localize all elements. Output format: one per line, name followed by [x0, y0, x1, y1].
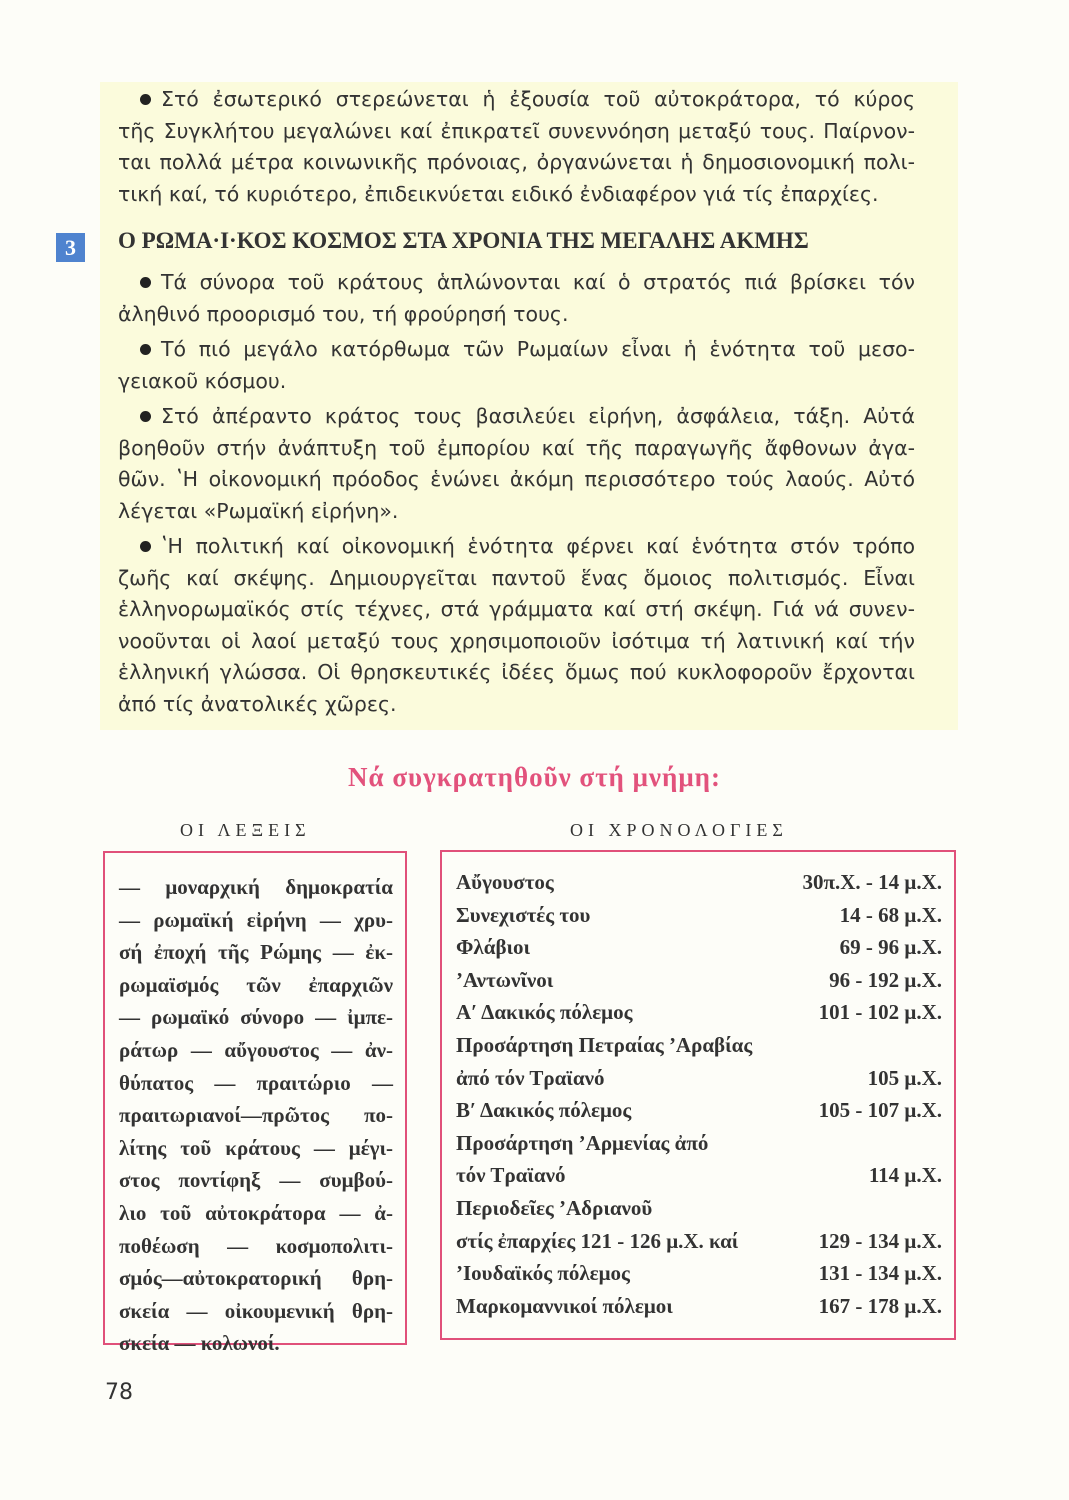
text-line	[118, 496, 915, 528]
line-text: ἑλληνορωμαϊκός στίς τέχνες, στά γράμματα καί στή σκέψη. Γιά νά συνεν-	[118, 597, 915, 621]
word-line: σμός—αὐτοκρατορική θρη-	[119, 1266, 393, 1291]
bullet-icon	[140, 277, 151, 288]
date-row	[456, 1094, 942, 1127]
line-text: ʽΗ πολιτική καί οἰκονομική ἑνότητα φέρνει καί ἑνότητα στόν τρόπο	[161, 534, 915, 558]
line-text: λέγεται «Ρωμαϊκή εἰρήνη».	[118, 498, 399, 523]
date-row	[456, 866, 942, 899]
word-line: στος ποντίφηξ — συμβού-	[119, 1168, 393, 1193]
line-text: τική καί, τό κυριότερο, ἐπιδεικνύεται ειδικό ἐνδιαφέρον γιά τίς ἐπαρχίες.	[118, 181, 879, 206]
page-number: 78	[105, 1380, 133, 1405]
date-value: 114 μ.Χ.	[868, 1163, 942, 1188]
line-text: τῆς Συγκλήτου μεγαλώνει καί ἐπικρατεῖ συνεννόηση μεταξύ τους. Παίρνον-	[118, 118, 915, 143]
text-line	[118, 334, 915, 366]
date-row	[456, 1127, 942, 1160]
date-label: Περιοδεῖες ʼΑδριανοῦ	[456, 1195, 653, 1220]
text-line	[118, 657, 915, 689]
date-row	[456, 899, 942, 932]
section-number-badge: 3	[56, 233, 85, 262]
word-line: λιο τοῦ αὐτοκράτορα — ἀ-	[119, 1200, 393, 1225]
date-value: 30π.Χ. - 14 μ.Χ.	[802, 870, 942, 894]
word-line: — ρωμαϊκό σύνορο — ἰμπε-	[119, 1005, 393, 1030]
date-label: Συνεχιστές του	[456, 902, 591, 927]
date-label: Βʹ Δακικός πόλεμος	[456, 1098, 632, 1123]
memory-title: Νά συγκρατηθοῦν στή μνήμη:	[348, 762, 721, 792]
word-line: σή ἐποχή τῆς Ρώμης — ἐκ-	[119, 940, 393, 965]
line-text: ἑλληνική γλώσσα. Οἱ θρησκευτικές ἰδέες ὅμως πού κυκλοφοροῦν ἔρχονται	[118, 660, 915, 684]
word-line: — μοναρχική δημοκρατία	[119, 875, 393, 899]
word-line: ρωμαϊσμός τῶν ἐπαρχιῶν	[119, 972, 393, 997]
dates-box	[440, 850, 956, 1340]
text-line	[118, 299, 915, 331]
line-text: ἀληθινό προορισμό του, τή φρούρησή τους.	[118, 301, 569, 326]
date-row	[456, 1062, 942, 1095]
bullet-icon	[140, 411, 151, 422]
date-label: τόν Τραϊανό	[456, 1163, 566, 1188]
text-line	[118, 531, 915, 563]
date-row	[456, 1159, 942, 1192]
line-text: ζωῆς καί σκέψης. Δημιουργεῖται παντοῦ ἕνας ὅμοιος πολιτισμός. Εἶναι	[118, 565, 915, 590]
words-box	[103, 851, 407, 1356]
date-row	[456, 964, 942, 997]
text-line	[118, 689, 915, 721]
word-line: — ρωμαϊκή εἰρήνη — χρυ-	[119, 907, 393, 932]
date-label: ἀπό τόν Τραϊανό	[456, 1065, 605, 1090]
dates-heading: ΟΙ ΧΡΟΝΟΛΟΓΙΕΣ	[570, 820, 788, 840]
date-value: 14 - 68 μ.Χ.	[839, 902, 942, 927]
date-row	[456, 1192, 942, 1225]
date-label: στίς ἐπαρχίες 121 - 126 μ.Χ. καί	[456, 1228, 739, 1253]
date-value: 129 - 134 μ.Χ.	[818, 1228, 942, 1253]
intro-paragraph	[118, 84, 915, 210]
text-line	[118, 147, 915, 179]
text-line	[118, 84, 915, 116]
line-text: ἀπό τίς ἀνατολικές χῶρες.	[118, 691, 397, 716]
word-line: λίτης τοῦ κράτους — μέγι-	[119, 1135, 393, 1160]
section-heading: Ο ΡΩΜΑ·Ι·ΚΟΣ ΚΟΣΜΟΣ ΣΤΑ ΧΡΟΝΙΑ ΤΗΣ ΜΕΓΑΛΗΣ ΑΚΜΗΣ	[118, 228, 809, 253]
text-line	[118, 464, 915, 496]
date-label: ʼΙουδαϊκός πόλεμος	[456, 1261, 630, 1286]
date-row	[456, 931, 942, 964]
word-line: ποθέωση — κοσμοπολιτι-	[119, 1233, 393, 1258]
text-line	[118, 401, 915, 433]
word-line: πραιτωριανοί—πρῶτος πο-	[119, 1103, 393, 1128]
date-row	[456, 996, 942, 1029]
date-value: 96 - 192 μ.Χ.	[829, 967, 942, 992]
line-text: Στό ἀπέραντο κράτος τους βασιλεύει εἰρήνη, ἀσφάλεια, τάξη. Αὐτά	[161, 404, 915, 428]
date-label: ʼΑντωνῖνοι	[456, 967, 554, 992]
date-label: Αὔγουστος	[456, 870, 554, 894]
text-line	[118, 267, 915, 299]
text-line	[118, 594, 915, 626]
date-label: Προσάρτηση Πετραίας ʼΑραβίας	[456, 1032, 753, 1057]
date-value: 167 - 178 μ.Χ.	[818, 1293, 942, 1318]
line-text: Τό πιό μεγάλο κατόρθωμα τῶν Ρωμαίων εἶναι ἡ ἑνότητα τοῦ μεσο-	[161, 337, 915, 361]
date-label: Αʹ Δακικός πόλεμος	[456, 1000, 633, 1025]
date-row	[456, 1029, 942, 1062]
word-line: ράτωρ — αὔγουστος — ἀν-	[119, 1037, 393, 1062]
bullet-icon	[140, 541, 151, 552]
text-line	[118, 433, 915, 465]
date-value: 101 - 102 μ.Χ.	[818, 1000, 942, 1025]
date-value: 69 - 96 μ.Χ.	[839, 935, 942, 960]
text-line	[118, 366, 915, 398]
words-heading: ΟΙ ΛΕΞΕΙΣ	[180, 820, 311, 840]
date-value: 105 μ.Χ.	[867, 1065, 942, 1090]
word-line: θύπατος — πραιτώριο —	[119, 1070, 393, 1095]
bullet-icon	[140, 94, 151, 105]
line-text: Τά σύνορα τοῦ κράτους ἁπλώνονται καί ὁ στρατός πιά βρίσκει τόν	[161, 270, 915, 294]
date-row	[456, 1257, 942, 1290]
word-line: σκεία — κολωνοί.	[119, 1331, 280, 1356]
text-line	[118, 179, 915, 211]
date-row	[456, 1290, 942, 1323]
line-text: γειακοῦ κόσμου.	[118, 368, 287, 393]
section-body	[118, 267, 915, 720]
bullet-icon	[140, 344, 151, 355]
line-text: νοοῦνται οἱ λαοί μεταξύ τους χρησιμοποιοῦν ἰσότιμα τή λατινική καί τήν	[118, 628, 915, 653]
word-line: σκεία — οἰκουμενική θρη-	[119, 1298, 393, 1323]
date-row	[456, 1225, 942, 1258]
text-line	[118, 116, 915, 148]
line-text: Στό ἐσωτερικό στερεώνεται ἡ ἐξουσία τοῦ αὐτοκράτορα, τό κύρος	[161, 87, 915, 111]
date-value: 131 - 134 μ.Χ.	[818, 1261, 942, 1286]
date-label: Μαρκομαννικοί πόλεμοι	[456, 1293, 673, 1318]
text-line	[118, 626, 915, 658]
text-line	[118, 563, 915, 595]
date-label: Προσάρτηση ʼΑρμενίας ἀπό	[456, 1130, 709, 1155]
line-text: θῶν. ʽΗ οἰκονομική πρόοδος ἑνώνει ἀκόμη περισσότερο τούς λαούς. Αὐτό	[118, 467, 915, 491]
line-text: βοηθοῦν στήν ἀνάπτυξη τοῦ ἐμπορίου καί τῆς παραγωγῆς ἄφθονων ἀγα-	[118, 435, 915, 460]
date-label: Φλάβιοι	[456, 935, 531, 960]
date-value: 105 - 107 μ.Χ.	[818, 1098, 942, 1123]
line-text: ται πολλά μέτρα κοινωνικῆς πρόνοιας, ὀργανώνεται ἡ δημοσιονομική πολι-	[118, 150, 915, 174]
